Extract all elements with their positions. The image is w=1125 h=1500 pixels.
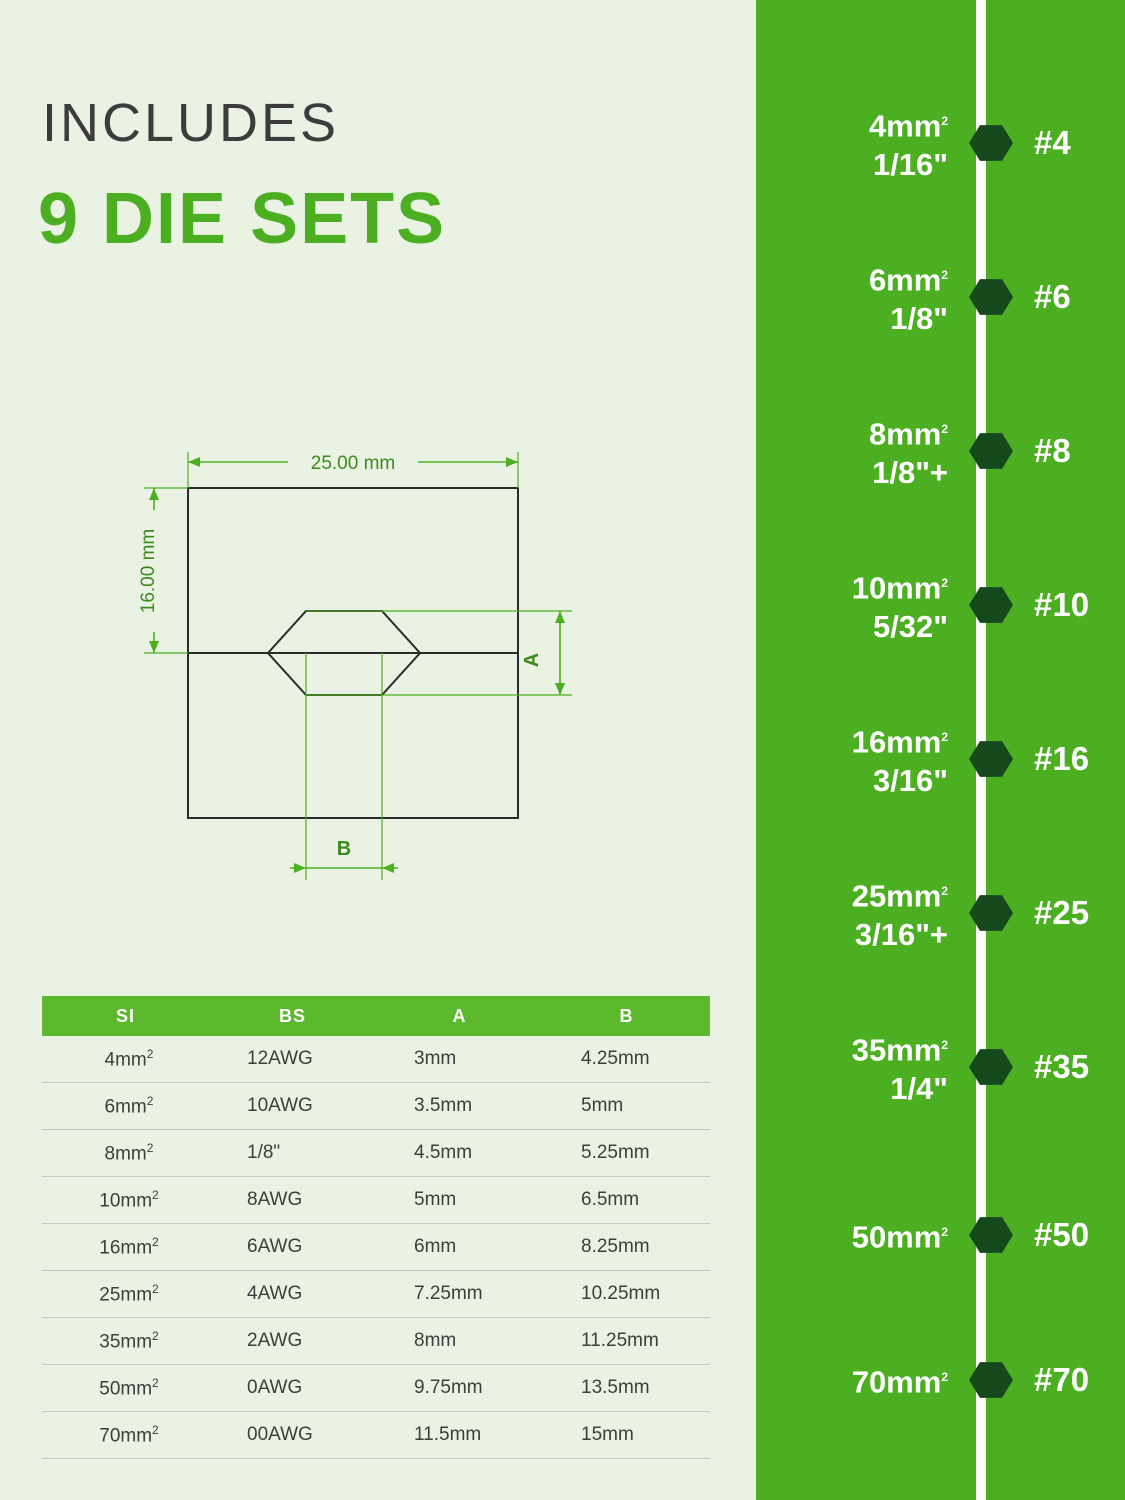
cell-b: 5mm	[543, 1083, 710, 1130]
die-row	[748, 1180, 1125, 1290]
die-number-label: #16	[1034, 740, 1090, 777]
cell-a: 3.5mm	[376, 1083, 543, 1130]
table-row	[42, 1365, 710, 1412]
hexagon-icon	[958, 124, 1024, 162]
die-number-label: #10	[1034, 586, 1090, 623]
die-number-label: #35	[1034, 1048, 1090, 1085]
die-size-text: $16mm^2$ 3/16"	[851, 724, 948, 798]
cell-bs: 4AWG	[209, 1271, 376, 1318]
svg-text:A: A	[521, 652, 543, 668]
hexagon-icon	[958, 586, 1024, 624]
cell-b: 6.5mm	[543, 1177, 710, 1224]
die-size-text: $35mm^2$ 1/4"	[851, 1032, 948, 1106]
die-number-label: #6	[1034, 278, 1071, 315]
cell-bs: 8AWG	[209, 1177, 376, 1224]
cell-a: 11.5mm	[376, 1412, 543, 1459]
table-header-si: SI	[42, 996, 209, 1036]
hexagon-icon	[958, 432, 1024, 470]
die-size-text: $10mm^2$ 5/32"	[851, 570, 948, 644]
hexagon-icon	[958, 740, 1024, 778]
cell-si: $16mm^2$	[42, 1224, 209, 1271]
cell-bs: 10AWG	[209, 1083, 376, 1130]
cell-a: 6mm	[376, 1224, 543, 1271]
cell-si: $70mm^2$	[42, 1412, 209, 1459]
cell-b: 15mm	[543, 1412, 710, 1459]
cell-a: 9.75mm	[376, 1365, 543, 1412]
die-number-label: #70	[1034, 1361, 1090, 1398]
cell-bs: 0AWG	[209, 1365, 376, 1412]
die-size-panel	[748, 0, 1125, 1500]
hexagon-icon	[958, 278, 1024, 316]
die-size-text: $6mm^2$ 1/8"	[868, 262, 948, 336]
die-size-text: $25mm^2$ 3/16"+	[851, 878, 948, 952]
table-row	[42, 1177, 710, 1224]
cell-bs: 00AWG	[209, 1412, 376, 1459]
die-number-label: #8	[1034, 432, 1071, 469]
die-row	[748, 1325, 1125, 1435]
hexagon-icon	[958, 1216, 1024, 1254]
die-size-text: $4mm^2$ 1/16"	[868, 108, 948, 182]
table-row	[42, 1083, 710, 1130]
die-size-text: $8mm^2$ 1/8"+	[868, 416, 948, 490]
cell-si: $6mm^2$	[42, 1083, 209, 1130]
table-row	[42, 1412, 710, 1459]
die-row	[748, 704, 1125, 814]
cell-a: 7.25mm	[376, 1271, 543, 1318]
table-header-row	[42, 996, 710, 1036]
table-header-a: A	[376, 996, 543, 1036]
headline-includes: INCLUDES	[42, 93, 340, 153]
die-number-label: #25	[1034, 894, 1090, 931]
cell-bs: 6AWG	[209, 1224, 376, 1271]
cell-a: 3mm	[376, 1036, 543, 1083]
cell-bs: 2AWG	[209, 1318, 376, 1365]
cell-si: $10mm^2$	[42, 1177, 209, 1224]
cell-b: 10.25mm	[543, 1271, 710, 1318]
cell-b: 8.25mm	[543, 1224, 710, 1271]
cell-b: 11.25mm	[543, 1318, 710, 1365]
cell-b: 13.5mm	[543, 1365, 710, 1412]
die-row	[748, 242, 1125, 352]
table-row	[42, 1318, 710, 1365]
cell-b: 4.25mm	[543, 1036, 710, 1083]
cell-si: $25mm^2$	[42, 1271, 209, 1318]
die-row	[748, 1012, 1125, 1122]
die-row	[748, 858, 1125, 968]
cell-b: 5.25mm	[543, 1130, 710, 1177]
table-row	[42, 1130, 710, 1177]
die-row	[748, 88, 1125, 198]
die-number-label: #4	[1034, 124, 1071, 161]
svg-text:B: B	[336, 838, 352, 860]
cell-a: 4.5mm	[376, 1130, 543, 1177]
headline-die-sets: 9 DIE SETS	[38, 179, 447, 259]
die-row	[748, 396, 1125, 506]
spec-table-container	[42, 996, 710, 1459]
table-header-bs: BS	[209, 996, 376, 1036]
cell-si: $4mm^2$	[42, 1036, 209, 1083]
table-row	[42, 1036, 710, 1083]
cell-a: 8mm	[376, 1318, 543, 1365]
cell-si: $50mm^2$	[42, 1365, 209, 1412]
table-header-b: B	[543, 996, 710, 1036]
die-row	[748, 550, 1125, 660]
table-row	[42, 1271, 710, 1318]
die-number-label: #50	[1034, 1216, 1090, 1253]
svg-text:25.00 mm: 25.00 mm	[310, 453, 396, 474]
die-technical-drawing	[120, 430, 640, 910]
hexagon-icon	[958, 1048, 1024, 1086]
hexagon-icon	[958, 894, 1024, 932]
die-size-text: $70mm^2$	[851, 1364, 948, 1400]
cell-a: 5mm	[376, 1177, 543, 1224]
cell-bs: 12AWG	[209, 1036, 376, 1083]
table-row	[42, 1224, 710, 1271]
cell-si: $8mm^2$	[42, 1130, 209, 1177]
hexagon-icon	[958, 1361, 1024, 1399]
svg-text:16.00 mm: 16.00 mm	[138, 528, 159, 614]
cell-si: $35mm^2$	[42, 1318, 209, 1365]
spec-table	[42, 996, 710, 1459]
die-size-text: $50mm^2$	[851, 1219, 948, 1255]
cell-bs: 1/8"	[209, 1130, 376, 1177]
